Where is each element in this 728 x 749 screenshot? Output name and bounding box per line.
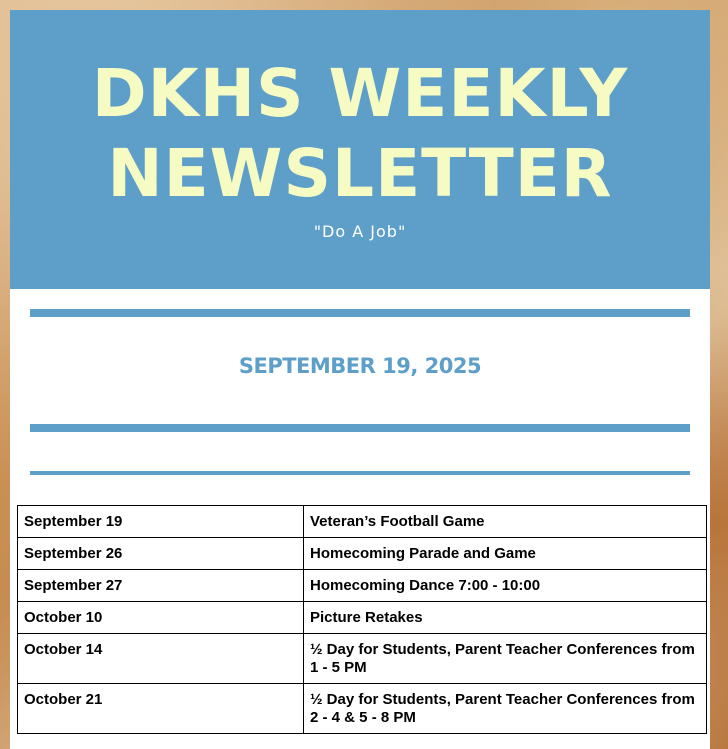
event-date: September 26 [18,538,304,570]
event-date: September 27 [18,570,304,602]
table-row [18,538,707,570]
event-date: October 21 [18,684,304,734]
event-description: Veteran’s Football Game [304,506,707,538]
divider [30,424,690,432]
table-row [18,684,707,734]
divider [30,471,690,475]
event-description: ½ Day for Students, Parent Teacher Conferences from 2 - 4 & 5 - 8 PM [304,684,707,734]
title-line-2: NEWSLETTER [107,135,613,212]
event-description: Homecoming Parade and Game [304,538,707,570]
event-description: ½ Day for Students, Parent Teacher Conferences from 1 - 5 PM [304,634,707,684]
event-description: Picture Retakes [304,602,707,634]
event-date: September 19 [18,506,304,538]
motto: "Do A Job" [313,222,407,241]
table-row [18,634,707,684]
newsletter-header [10,10,710,289]
title-line-1: DKHS WEEKLY [91,55,629,132]
newsletter-title [10,54,710,214]
divider [30,309,690,317]
newsletter-date: SEPTEMBER 19, 2025 [238,354,482,378]
table-row [18,570,707,602]
event-description: Homecoming Dance 7:00 - 10:00 [304,570,707,602]
table-row [18,602,707,634]
events-table [17,505,707,734]
event-date: October 10 [18,602,304,634]
event-date: October 14 [18,634,304,684]
table-row [18,506,707,538]
newsletter-page [10,10,710,749]
